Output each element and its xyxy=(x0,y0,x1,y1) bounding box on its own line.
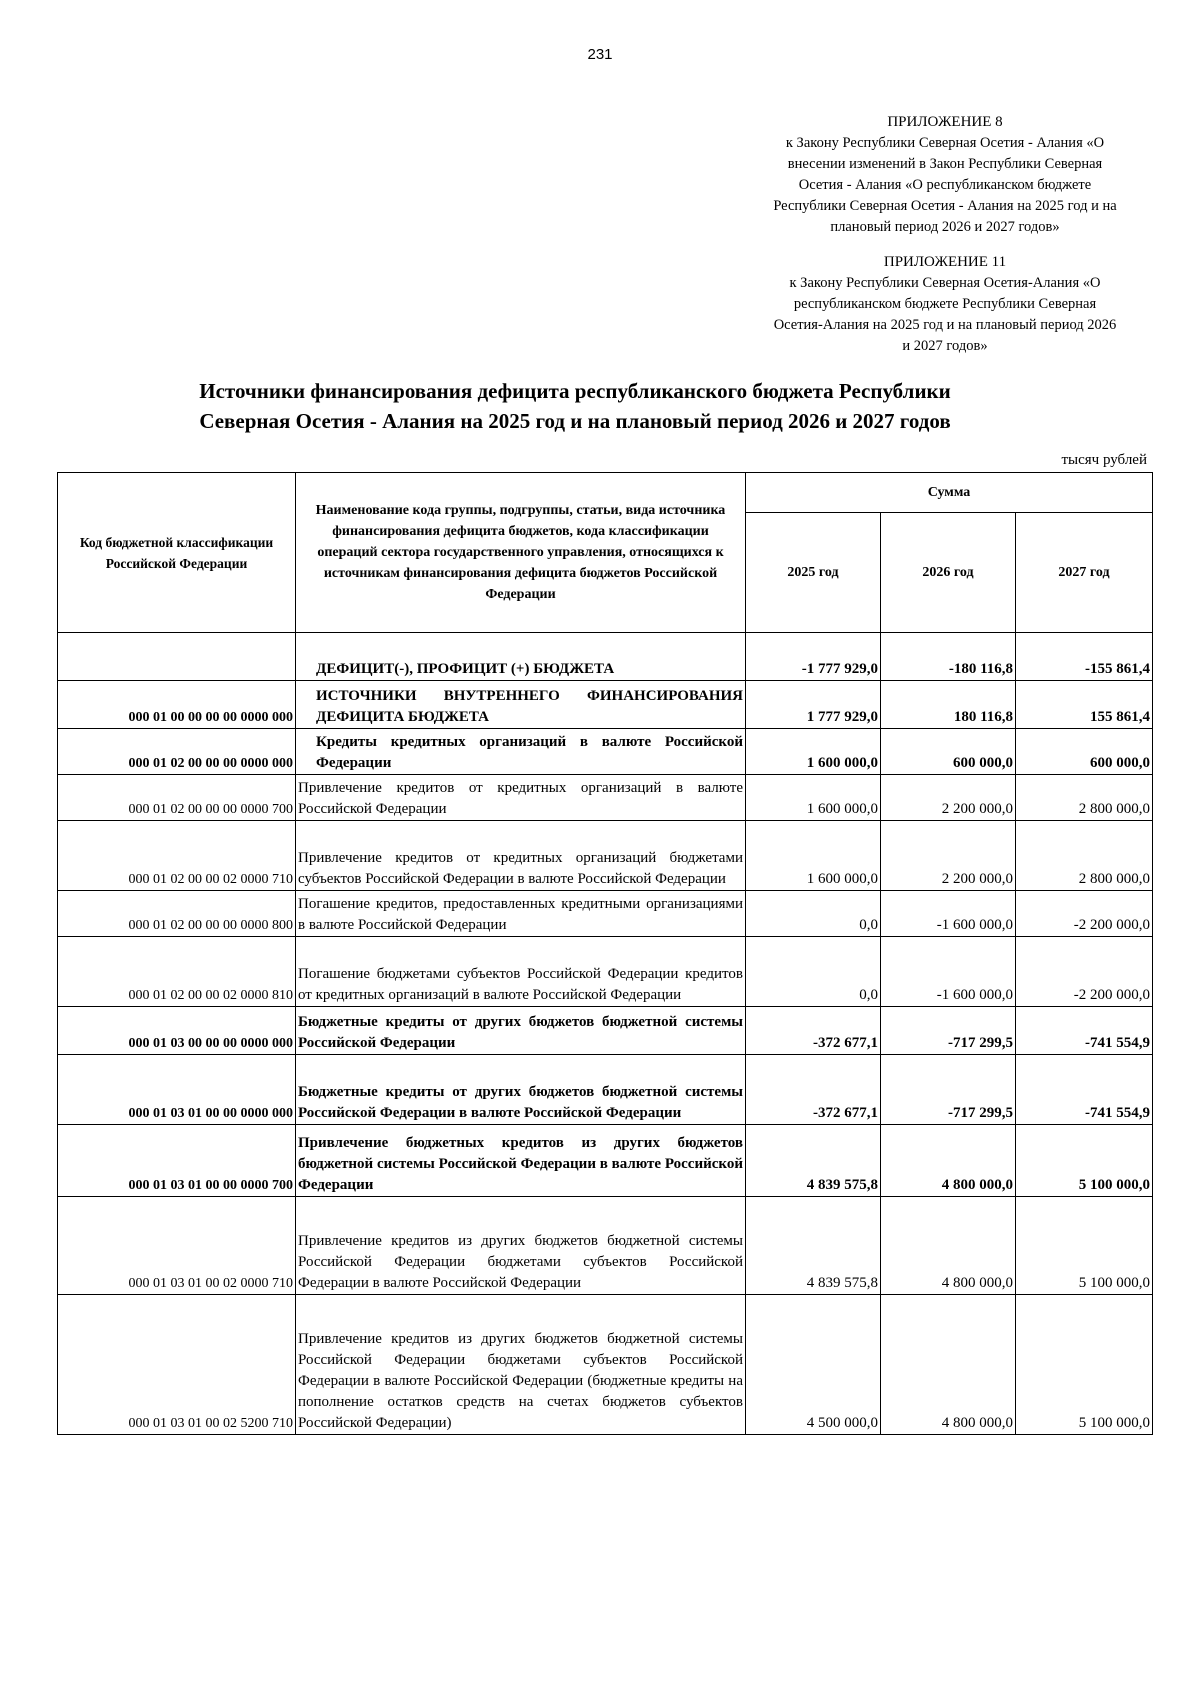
row-value-2027: -2 200 000,0 xyxy=(1016,937,1153,1007)
table-row xyxy=(58,1125,1153,1197)
row-code: 000 01 02 00 00 02 0000 710 xyxy=(58,821,296,891)
row-name: Привлечение кредитов от кредитных организаций бюджетами субъектов Российской Федерации в валюте Российской Федерации xyxy=(296,821,746,891)
row-value-2025: -1 777 929,0 xyxy=(746,633,881,681)
header-sum: Сумма xyxy=(746,473,1153,513)
unit-label: тысяч рублей xyxy=(1061,452,1147,468)
row-value-2026: -717 299,5 xyxy=(881,1007,1016,1055)
row-value-2027: 2 800 000,0 xyxy=(1016,821,1153,891)
table-row xyxy=(58,681,1153,729)
annex-8-line: плановый период 2026 и 2027 годов» xyxy=(830,219,1060,235)
row-code: 000 01 02 00 00 00 0000 700 xyxy=(58,775,296,821)
row-code: 000 01 02 00 00 00 0000 800 xyxy=(58,891,296,937)
annex-8-line: к Закону Республики Северная Осетия - Алания «О xyxy=(785,135,1105,151)
row-value-2026: 2 200 000,0 xyxy=(881,775,1016,821)
row-code: 000 01 02 00 00 02 0000 810 xyxy=(58,937,296,1007)
row-name: ДЕФИЦИТ(-), ПРОФИЦИТ (+) БЮДЖЕТА xyxy=(296,633,746,681)
document-title-line-1: Источники финансирования дефицита республиканского бюджета Республики xyxy=(199,379,951,403)
annex-11-note xyxy=(740,252,1150,357)
header-code: Код бюджетной классификации Российской Федерации xyxy=(58,473,296,633)
annex-8-line: внесении изменений в Закон Республики Северная xyxy=(787,156,1103,172)
row-value-2025: 0,0 xyxy=(746,937,881,1007)
header-name: Наименование кода группы, подгруппы, статьи, вида источника финансирования дефицита бюджетов, кода классификации операций сектора государственного управления, относящихся к источникам финансирования дефицита бюджетов Российской Федерации xyxy=(296,473,746,633)
table-row xyxy=(58,937,1153,1007)
annex-11-line: к Закону Республики Северная Осетия-Алания «О xyxy=(789,275,1101,291)
page-number: 231 xyxy=(587,46,613,63)
document-title-line-2: Северная Осетия - Алания на 2025 год и на плановый период 2026 и 2027 годов xyxy=(199,409,951,433)
table-row xyxy=(58,1007,1153,1055)
row-value-2025: 1 600 000,0 xyxy=(746,775,881,821)
header-year-2027: 2027 год xyxy=(1016,513,1153,633)
row-value-2027: 600 000,0 xyxy=(1016,729,1153,775)
row-name: Бюджетные кредиты от других бюджетов бюджетной системы Российской Федерации в валюте Российской Федерации xyxy=(296,1055,746,1125)
row-name: Привлечение бюджетных кредитов из других бюджетов бюджетной системы Российской Федерации в валюте Российской Федерации xyxy=(296,1125,746,1197)
row-value-2027: 2 800 000,0 xyxy=(1016,775,1153,821)
header-year-2026: 2026 год xyxy=(881,513,1016,633)
row-value-2027: -741 554,9 xyxy=(1016,1055,1153,1125)
row-code: 000 01 03 00 00 00 0000 000 xyxy=(58,1007,296,1055)
annex-11-line: и 2027 годов» xyxy=(902,338,988,354)
annex-11-title: ПРИЛОЖЕНИЕ 11 xyxy=(883,254,1007,270)
row-value-2027: -2 200 000,0 xyxy=(1016,891,1153,937)
row-value-2025: 4 839 575,8 xyxy=(746,1125,881,1197)
row-name: Бюджетные кредиты от других бюджетов бюджетной системы Российской Федерации xyxy=(296,1007,746,1055)
header-year-2025: 2025 год xyxy=(746,513,881,633)
table-row xyxy=(58,729,1153,775)
row-code: 000 01 03 01 00 00 0000 000 xyxy=(58,1055,296,1125)
row-value-2026: 4 800 000,0 xyxy=(881,1125,1016,1197)
annex-8-note xyxy=(740,112,1150,238)
annex-8-line: Республики Северная Осетия - Алания на 2025 год и на xyxy=(773,198,1117,214)
row-value-2027: 155 861,4 xyxy=(1016,681,1153,729)
row-value-2026: 4 800 000,0 xyxy=(881,1197,1016,1295)
row-value-2025: 0,0 xyxy=(746,891,881,937)
table-row xyxy=(58,1055,1153,1125)
row-name: Привлечение кредитов из других бюджетов бюджетной системы Российской Федерации бюджетами субъектов Российской Федерации в валюте Российской Федерации (бюджетные кредиты на пополнение остатков средств на счетах бюджетов субъектов Российской Федерации) xyxy=(296,1295,746,1435)
annex-11-line: республиканском бюджете Республики Северная xyxy=(793,296,1097,312)
row-value-2026: -1 600 000,0 xyxy=(881,891,1016,937)
row-code: 000 01 03 01 00 02 0000 710 xyxy=(58,1197,296,1295)
row-value-2026: 600 000,0 xyxy=(881,729,1016,775)
row-value-2026: -1 600 000,0 xyxy=(881,937,1016,1007)
row-code xyxy=(58,633,296,681)
row-name: ИСТОЧНИКИ ВНУТРЕННЕГО ФИНАНСИРОВАНИЯ ДЕФИЦИТА БЮДЖЕТА xyxy=(296,681,746,729)
row-value-2025: 1 600 000,0 xyxy=(746,729,881,775)
row-value-2025: 4 500 000,0 xyxy=(746,1295,881,1435)
table-row xyxy=(58,633,1153,681)
annex-8-line: Осетия - Алания «О республиканском бюджете xyxy=(798,177,1092,193)
row-value-2026: -717 299,5 xyxy=(881,1055,1016,1125)
financing-sources-table xyxy=(57,472,1153,1435)
row-value-2027: 5 100 000,0 xyxy=(1016,1197,1153,1295)
row-value-2026: 180 116,8 xyxy=(881,681,1016,729)
row-value-2025: -372 677,1 xyxy=(746,1055,881,1125)
row-code: 000 01 00 00 00 00 0000 000 xyxy=(58,681,296,729)
row-value-2026: -180 116,8 xyxy=(881,633,1016,681)
row-value-2026: 4 800 000,0 xyxy=(881,1295,1016,1435)
annex-11-line: Осетия-Алания на 2025 год и на плановый период 2026 xyxy=(773,317,1117,333)
row-value-2025: -372 677,1 xyxy=(746,1007,881,1055)
row-name: Привлечение кредитов из других бюджетов бюджетной системы Российской Федерации бюджетами субъектов Российской Федерации в валюте Российской Федерации xyxy=(296,1197,746,1295)
document-title xyxy=(60,376,1090,436)
table-row xyxy=(58,891,1153,937)
table-header xyxy=(58,473,1153,633)
row-name: Кредиты кредитных организаций в валюте Российской Федерации xyxy=(296,729,746,775)
table-row xyxy=(58,775,1153,821)
table-row xyxy=(58,821,1153,891)
row-value-2025: 1 600 000,0 xyxy=(746,821,881,891)
row-code: 000 01 03 01 00 02 5200 710 xyxy=(58,1295,296,1435)
row-code: 000 01 02 00 00 00 0000 000 xyxy=(58,729,296,775)
annex-8-title: ПРИЛОЖЕНИЕ 8 xyxy=(887,114,1003,130)
row-code: 000 01 03 01 00 00 0000 700 xyxy=(58,1125,296,1197)
table-row xyxy=(58,1295,1153,1435)
row-value-2025: 4 839 575,8 xyxy=(746,1197,881,1295)
row-value-2027: 5 100 000,0 xyxy=(1016,1295,1153,1435)
row-value-2026: 2 200 000,0 xyxy=(881,821,1016,891)
row-value-2025: 1 777 929,0 xyxy=(746,681,881,729)
row-value-2027: 5 100 000,0 xyxy=(1016,1125,1153,1197)
row-name: Привлечение кредитов от кредитных организаций в валюте Российской Федерации xyxy=(296,775,746,821)
row-value-2027: -155 861,4 xyxy=(1016,633,1153,681)
table-row xyxy=(58,1197,1153,1295)
row-name: Погашение бюджетами субъектов Российской Федерации кредитов от кредитных организаций в валюте Российской Федерации xyxy=(296,937,746,1007)
row-value-2027: -741 554,9 xyxy=(1016,1007,1153,1055)
row-name: Погашение кредитов, предоставленных кредитными организациями в валюте Российской Федерации xyxy=(296,891,746,937)
